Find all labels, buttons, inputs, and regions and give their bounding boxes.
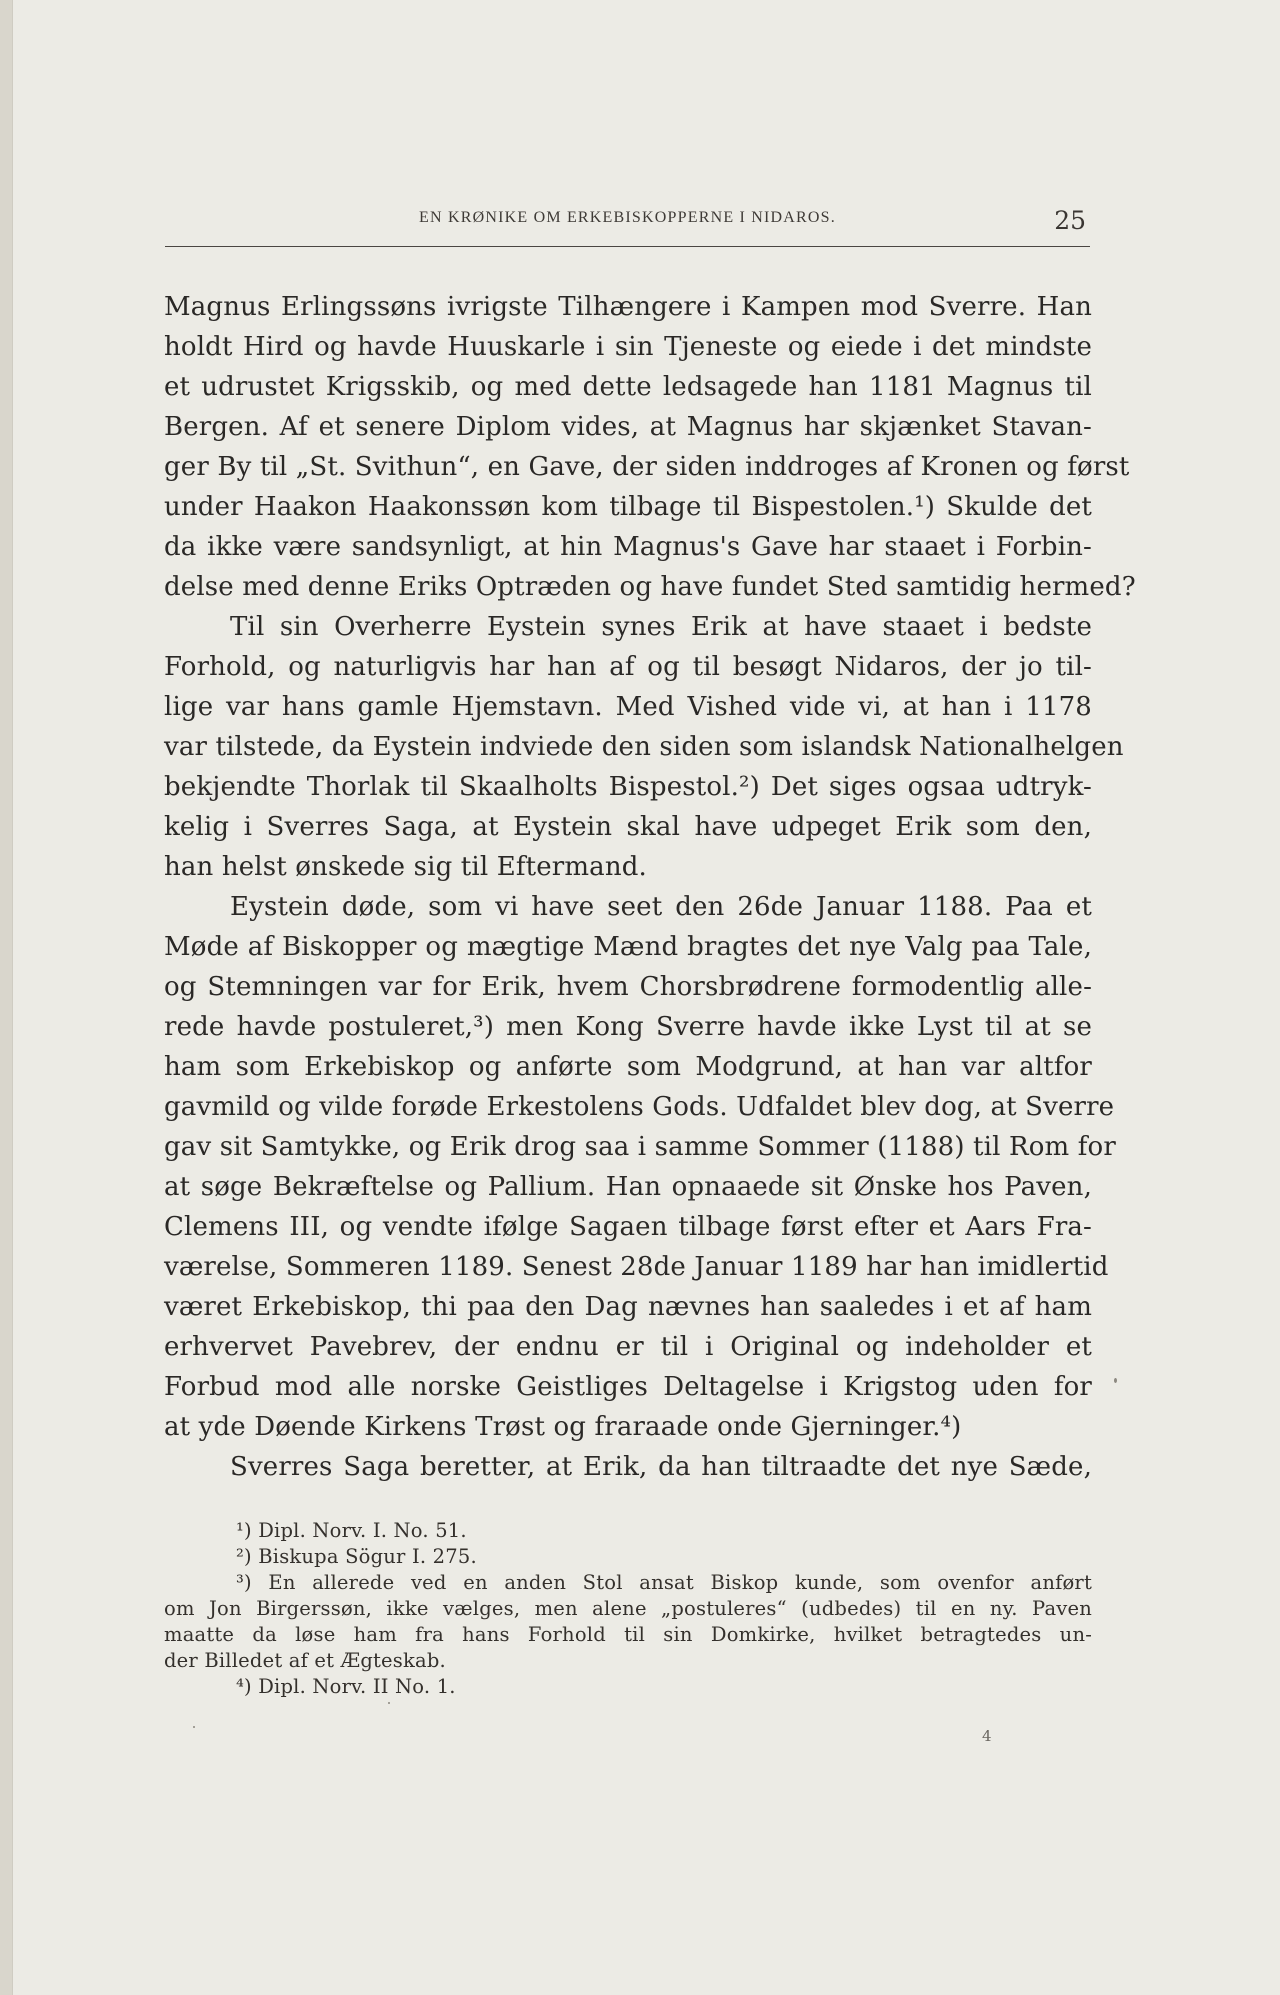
- body-line: at yde Døende Kirkens Trøst og fraraade onde Gjerninger.⁴): [164, 1412, 962, 1442]
- body-line: et udrustet Krigsskib, og med dette ledsagede han 1181 Magnus til: [164, 372, 1092, 402]
- running-title: EN KRØNIKE OM ERKEBISKOPPERNE I NIDAROS.: [419, 209, 836, 226]
- body-line: ger By til „St. Svithun“, en Gave, der siden inddroges af Kronen og først: [164, 452, 1130, 482]
- body-line: Magnus Erlingssøns ivrigste Tilhængere i Kampen mod Sverre. Han: [164, 292, 1092, 322]
- footnote-line: om Jon Birgerssøn, ikke vælges, men alene „postuleres“ (udbedes) til en ny. Paven: [164, 1597, 1092, 1620]
- footnote-line: ²) Biskupa Sögur I. 275.: [236, 1545, 477, 1568]
- page-gutter-edge: [0, 0, 13, 1995]
- running-head: [165, 206, 1090, 247]
- footnote-line: ⁴) Dipl. Norv. II No. 1.: [236, 1675, 456, 1698]
- body-line: under Haakon Haakonssøn kom tilbage til Bispestolen.¹) Skulde det: [164, 492, 1092, 522]
- body-line: rede havde postuleret,³) men Kong Sverre havde ikke Lyst til at se: [164, 1012, 1092, 1042]
- body-line: og Stemningen var for Erik, hvem Chorsbrødrene formodentlig alle-: [164, 972, 1092, 1002]
- body-line: Clemens III, og vendte ifølge Sagaen tilbage først efter et Aars Fra-: [164, 1212, 1092, 1242]
- body-line: erhvervet Pavebrev, der endnu er til i Original og indeholder et: [164, 1332, 1092, 1362]
- paper-speck: [1114, 1378, 1117, 1383]
- footnotes: [164, 1518, 1092, 1700]
- paper-speck: [193, 1726, 195, 1728]
- footnote-line: der Billedet af et Ægteskab.: [164, 1649, 446, 1672]
- footnote-line: ¹) Dipl. Norv. I. No. 51.: [236, 1519, 467, 1542]
- body-line: Forhold, og naturligvis har han af og til besøgt Nidaros, der jo til-: [164, 652, 1092, 682]
- page-number: 25: [1054, 206, 1086, 235]
- body-line: Møde af Biskopper og mægtige Mænd bragtes det nye Valg paa Tale,: [164, 932, 1092, 962]
- body-line: Bergen. Af et senere Diplom vides, at Magnus har skjænket Stavan-: [164, 412, 1092, 442]
- body-line: været Erkebiskop, thi paa den Dag nævnes han saaledes i et af ham: [164, 1292, 1092, 1322]
- body-line: Sverres Saga beretter, at Erik, da han tiltraadte det nye Sæde,: [230, 1452, 1092, 1482]
- body-line: gav sit Samtykke, og Erik drog saa i samme Sommer (1188) til Rom for: [164, 1132, 1116, 1162]
- footnote-line: ³) En allerede ved en anden Stol ansat Biskop kunde, som ovenfor anført: [236, 1571, 1092, 1594]
- footnote-line: maatte da løse ham fra hans Forhold til sin Domkirke, hvilket betragtedes un-: [164, 1623, 1092, 1646]
- body-line: Forbud mod alle norske Geistliges Deltagelse i Krigstog uden for: [164, 1372, 1092, 1402]
- body-line: lige var hans gamle Hjemstavn. Med Vished vide vi, at han i 1178: [164, 692, 1092, 722]
- body-line: holdt Hird og havde Huuskarle i sin Tjeneste og eiede i det mindste: [164, 332, 1092, 362]
- body-line: kelig i Sverres Saga, at Eystein skal have udpeget Erik som den,: [164, 812, 1092, 842]
- paper-speck: [388, 1702, 390, 1704]
- body-line: delse med denne Eriks Optræden og have fundet Sted samtidig hermed?: [164, 572, 1136, 602]
- body-line: da ikke være sandsynligt, at hin Magnus's Gave har staaet i Forbin-: [164, 532, 1092, 562]
- body-line: værelse, Sommeren 1189. Senest 28de Januar 1189 har han imidlertid: [164, 1252, 1109, 1282]
- body-line: gavmild og vilde forøde Erkestolens Gods. Udfaldet blev dog, at Sverre: [164, 1092, 1115, 1122]
- body-line: bekjendte Thorlak til Skaalholts Bispestol.²) Det siges ogsaa udtryk-: [164, 772, 1092, 802]
- body-line: Til sin Overherre Eystein synes Erik at have staaet i bedste: [230, 612, 1092, 642]
- body-line: var tilstede, da Eystein indviede den siden som islandsk Nationalhelgen: [164, 732, 1124, 762]
- body-line: han helst ønskede sig til Eftermand.: [164, 852, 647, 882]
- printer-signature-mark: 4: [982, 1727, 992, 1745]
- body-line: ham som Erkebiskop og anførte som Modgrund, at han var altfor: [164, 1052, 1092, 1082]
- body-text: [164, 287, 1136, 1487]
- body-line: at søge Bekræftelse og Pallium. Han opnaaede sit Ønske hos Paven,: [164, 1172, 1092, 1202]
- body-line: Eystein døde, som vi have seet den 26de Januar 1188. Paa et: [230, 892, 1092, 922]
